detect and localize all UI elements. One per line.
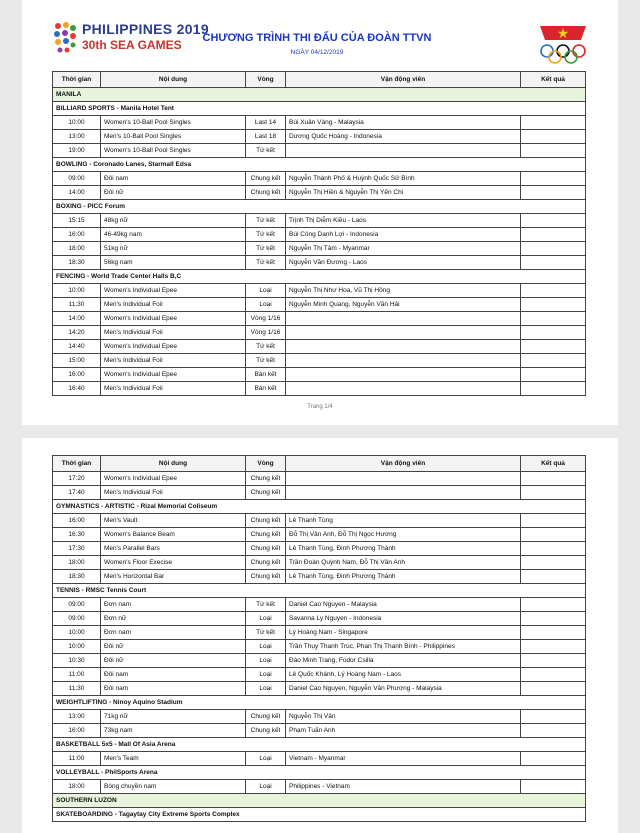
- athletes-cell: [286, 472, 521, 486]
- venue-name: WEIGHTLIFTING - Ninoy Aquino Stadium: [53, 696, 586, 710]
- col-athletes-header: Vận động viên: [286, 72, 521, 88]
- region-row: [53, 794, 586, 808]
- col-event-header: Nội dung: [101, 72, 246, 88]
- table-row: [53, 214, 586, 228]
- athletes-cell: Nguyễn Thị Hiền & Nguyễn Thị Yến Chi: [286, 186, 521, 200]
- event-cell: Women's Individual Epee: [101, 284, 246, 298]
- event-cell: 73kg nam: [101, 724, 246, 738]
- result-cell: [521, 710, 586, 724]
- table-row: [53, 186, 586, 200]
- venue-row: [53, 500, 586, 514]
- table-row: [53, 556, 586, 570]
- table-row: [53, 130, 586, 144]
- page-title: CHƯƠNG TRÌNH THI ĐẤU CỦA ĐOÀN TTVN: [202, 32, 432, 44]
- venue-row: [53, 696, 586, 710]
- athletes-cell: Bùi Xuân Vàng - Malaysia: [286, 116, 521, 130]
- result-cell: [521, 486, 586, 500]
- athletes-cell: Lê Quốc Khánh, Lý Hoàng Nam - Laos: [286, 668, 521, 682]
- table-row: [53, 298, 586, 312]
- event-cell: 51kg nữ: [101, 242, 246, 256]
- result-cell: [521, 312, 586, 326]
- result-cell: [521, 542, 586, 556]
- athletes-cell: Nguyễn Thành Phố & Huỳnh Quốc Sử Bình: [286, 172, 521, 186]
- athletes-cell: Trần Thụy Thanh Trúc, Phan Thị Thanh Bình - Philippines: [286, 640, 521, 654]
- round-cell: Tứ kết: [246, 214, 286, 228]
- venue-row: [53, 102, 586, 116]
- venue-row: [53, 808, 586, 822]
- athletes-cell: Bùi Công Danh Lợi - Indonesia: [286, 228, 521, 242]
- table-row: [53, 284, 586, 298]
- result-cell: [521, 228, 586, 242]
- table-row: [53, 472, 586, 486]
- event-cell: Men's Horizontal Bar: [101, 570, 246, 584]
- athletes-cell: Nguyễn Thị Vân: [286, 710, 521, 724]
- event-cell: Đôi nam: [101, 682, 246, 696]
- venue-name: BILLIARD SPORTS - Manila Hotel Tent: [53, 102, 586, 116]
- event-cell: Women's Individual Epee: [101, 340, 246, 354]
- event-cell: Đôi nữ: [101, 186, 246, 200]
- event-cell: Đôi nam: [101, 668, 246, 682]
- time-cell: 11:30: [53, 682, 101, 696]
- time-cell: 18:30: [53, 256, 101, 270]
- time-cell: 13:00: [53, 130, 101, 144]
- table-row: [53, 256, 586, 270]
- time-cell: 10:00: [53, 640, 101, 654]
- round-cell: Tứ kết: [246, 242, 286, 256]
- table-row: [53, 668, 586, 682]
- table-row: [53, 682, 586, 696]
- athletes-cell: Vietnam - Myanmar: [286, 752, 521, 766]
- result-cell: [521, 598, 586, 612]
- athletes-cell: Lê Thanh Tùng, Đinh Phương Thành: [286, 542, 521, 556]
- region-name: SOUTHERN LUZON: [53, 794, 586, 808]
- athletes-cell: [286, 382, 521, 396]
- time-cell: 14:40: [53, 340, 101, 354]
- result-cell: [521, 186, 586, 200]
- event-cell: Women's 10-Ball Pool Singles: [101, 116, 246, 130]
- time-cell: 16:00: [53, 368, 101, 382]
- table-header-row: [53, 72, 586, 88]
- athletes-cell: [286, 368, 521, 382]
- result-cell: [521, 382, 586, 396]
- venue-name: FENCING - World Trade Center Halls B,C: [53, 270, 586, 284]
- result-cell: [521, 780, 586, 794]
- region-row: [53, 88, 586, 102]
- athletes-cell: Nguyễn Thị Tâm - Myanmar: [286, 242, 521, 256]
- result-cell: [521, 626, 586, 640]
- table-row: [53, 326, 586, 340]
- round-cell: Vòng 1/16: [246, 312, 286, 326]
- event-cell: Men's Individual Foil: [101, 326, 246, 340]
- venue-name: GYMNASTICS - ARTISTIC - Rizal Memorial Coliseum: [53, 500, 586, 514]
- athletes-cell: Nguyễn Thị Như Hoa, Vũ Thị Hồng: [286, 284, 521, 298]
- time-cell: 16:00: [53, 228, 101, 242]
- athletes-cell: Nguyễn Minh Quang, Nguyễn Văn Hải: [286, 298, 521, 312]
- result-cell: [521, 354, 586, 368]
- time-cell: 18:00: [53, 556, 101, 570]
- athletes-cell: Daniel Cao Nguyen - Malaysia: [286, 598, 521, 612]
- round-cell: Last 14: [246, 116, 286, 130]
- table-row: [53, 368, 586, 382]
- table-row: [53, 116, 586, 130]
- athletes-cell: Lý Hoàng Nam - Singapore: [286, 626, 521, 640]
- round-cell: Tứ kết: [246, 598, 286, 612]
- time-cell: 13:00: [53, 710, 101, 724]
- result-cell: [521, 368, 586, 382]
- table-row: [53, 242, 586, 256]
- result-cell: [521, 654, 586, 668]
- table-row: [53, 598, 586, 612]
- table-row: [53, 570, 586, 584]
- time-cell: 17:20: [53, 472, 101, 486]
- round-cell: Chung kết: [246, 556, 286, 570]
- event-cell: Đôi nữ: [101, 654, 246, 668]
- athletes-cell: [286, 326, 521, 340]
- event-cell: Đôi nữ: [101, 640, 246, 654]
- col-athletes-header: Vận động viên: [286, 456, 521, 472]
- venue-name: BASKETBALL 5x5 - Mall Of Asia Arena: [53, 738, 586, 752]
- schedule-table-body: [53, 88, 586, 396]
- table-row: [53, 382, 586, 396]
- sea-games-logo: [52, 20, 209, 60]
- venue-row: [53, 200, 586, 214]
- round-cell: Tứ kết: [246, 144, 286, 158]
- athletes-cell: Trịnh Thị Diễm Kiều - Laos: [286, 214, 521, 228]
- schedule-date: NGÀY 04/12/2019: [290, 49, 344, 56]
- event-cell: 46-49kg nam: [101, 228, 246, 242]
- venue-name: BOXING - PICC Forum: [53, 200, 586, 214]
- col-time-header: Thời gian: [53, 72, 101, 88]
- time-cell: 09:00: [53, 612, 101, 626]
- result-cell: [521, 340, 586, 354]
- olympic-committee-emblem-icon: [534, 20, 592, 68]
- col-time-header: Thời gian: [53, 456, 101, 472]
- event-cell: Women's Individual Epee: [101, 472, 246, 486]
- round-cell: Loại: [246, 298, 286, 312]
- round-cell: Chung kết: [246, 724, 286, 738]
- athletes-cell: [286, 144, 521, 158]
- result-cell: [521, 528, 586, 542]
- time-cell: 18:30: [53, 570, 101, 584]
- time-cell: 18:00: [53, 242, 101, 256]
- schedule-table: [52, 455, 586, 822]
- sea-games-emblem-icon: [52, 20, 78, 56]
- result-cell: [521, 116, 586, 130]
- time-cell: 10:30: [53, 654, 101, 668]
- round-cell: Loại: [246, 612, 286, 626]
- athletes-cell: [286, 312, 521, 326]
- round-cell: Loại: [246, 752, 286, 766]
- venue-name: SKATEBOARDING - Tagaytay City Extreme Sports Complex: [53, 808, 586, 822]
- round-cell: Chung kết: [246, 486, 286, 500]
- result-cell: [521, 514, 586, 528]
- table-row: [53, 228, 586, 242]
- athletes-cell: Nguyễn Văn Đương - Laos: [286, 256, 521, 270]
- result-cell: [521, 242, 586, 256]
- venue-row: [53, 270, 586, 284]
- time-cell: 17:40: [53, 486, 101, 500]
- region-name: MANILA: [53, 88, 586, 102]
- athletes-cell: [286, 340, 521, 354]
- schedule-page-1: [22, 0, 618, 425]
- round-cell: Chung kết: [246, 514, 286, 528]
- col-round-header: Vòng: [246, 456, 286, 472]
- col-result-header: Kết quả: [521, 456, 586, 472]
- round-cell: Loại: [246, 654, 286, 668]
- logo-text-games: 30th SEA GAMES: [82, 38, 182, 52]
- event-cell: Đơn nữ: [101, 612, 246, 626]
- result-cell: [521, 326, 586, 340]
- athletes-cell: Daniel Cao Nguyen, Nguyễn Văn Phương - Malaysia: [286, 682, 521, 696]
- result-cell: [521, 640, 586, 654]
- event-cell: Bóng chuyền nam: [101, 780, 246, 794]
- result-cell: [521, 298, 586, 312]
- venue-name: TENNIS - RMSC Tennis Court: [53, 584, 586, 598]
- table-row: [53, 340, 586, 354]
- round-cell: Loại: [246, 668, 286, 682]
- venue-row: [53, 738, 586, 752]
- round-cell: Vòng 1/16: [246, 326, 286, 340]
- table-row: [53, 752, 586, 766]
- event-cell: 48kg nữ: [101, 214, 246, 228]
- table-row: [53, 172, 586, 186]
- athletes-cell: [286, 354, 521, 368]
- table-row: [53, 710, 586, 724]
- event-cell: Men's Individual Foil: [101, 298, 246, 312]
- table-row: [53, 542, 586, 556]
- time-cell: 17:30: [53, 542, 101, 556]
- time-cell: 16:00: [53, 514, 101, 528]
- athletes-cell: Lê Thanh Tùng, Đinh Phương Thành: [286, 570, 521, 584]
- table-row: [53, 312, 586, 326]
- athletes-cell: Đào Minh Trang, Fodor Csilla: [286, 654, 521, 668]
- round-cell: Loại: [246, 640, 286, 654]
- event-cell: Men's Parallel Bars: [101, 542, 246, 556]
- table-row: [53, 724, 586, 738]
- col-result-header: Kết quả: [521, 72, 586, 88]
- time-cell: 15:15: [53, 214, 101, 228]
- time-cell: 15:00: [53, 354, 101, 368]
- time-cell: 10:00: [53, 116, 101, 130]
- venue-row: [53, 766, 586, 780]
- event-cell: Men's Individual Foil: [101, 354, 246, 368]
- event-cell: Đơn nam: [101, 626, 246, 640]
- time-cell: 16:40: [53, 382, 101, 396]
- round-cell: Chung kết: [246, 186, 286, 200]
- table-row: [53, 640, 586, 654]
- result-cell: [521, 144, 586, 158]
- table-row: [53, 144, 586, 158]
- venue-row: [53, 584, 586, 598]
- round-cell: Tứ kết: [246, 228, 286, 242]
- round-cell: Chung kết: [246, 710, 286, 724]
- event-cell: Men's 10-Ball Pool Singles: [101, 130, 246, 144]
- table-row: [53, 612, 586, 626]
- table-row: [53, 654, 586, 668]
- round-cell: Bán kết: [246, 368, 286, 382]
- time-cell: 14:00: [53, 312, 101, 326]
- venue-row: [53, 158, 586, 172]
- table-row: [53, 528, 586, 542]
- table-row: [53, 354, 586, 368]
- time-cell: 09:00: [53, 172, 101, 186]
- athletes-cell: Savanna Ly Nguyen - Indonesia: [286, 612, 521, 626]
- event-cell: Đơn nam: [101, 598, 246, 612]
- round-cell: Chung kết: [246, 542, 286, 556]
- time-cell: 11:00: [53, 752, 101, 766]
- result-cell: [521, 724, 586, 738]
- logo-text-country: PHILIPPINES 2019: [82, 21, 209, 37]
- round-cell: Chung kết: [246, 472, 286, 486]
- table-row: [53, 486, 586, 500]
- result-cell: [521, 284, 586, 298]
- time-cell: 14:20: [53, 326, 101, 340]
- event-cell: Women's Individual Epee: [101, 312, 246, 326]
- time-cell: 16:30: [53, 528, 101, 542]
- result-cell: [521, 214, 586, 228]
- result-cell: [521, 256, 586, 270]
- round-cell: Loại: [246, 284, 286, 298]
- round-cell: Last 18: [246, 130, 286, 144]
- athletes-cell: Phạm Tuấn Anh: [286, 724, 521, 738]
- venue-name: BOWLING - Coronado Lanes, Starmall Edsa: [53, 158, 586, 172]
- athletes-cell: Philippines - Vietnam: [286, 780, 521, 794]
- time-cell: 14:00: [53, 186, 101, 200]
- time-cell: 18:00: [53, 780, 101, 794]
- event-cell: 71kg nữ: [101, 710, 246, 724]
- schedule-table-body: [53, 472, 586, 822]
- time-cell: 09:00: [53, 598, 101, 612]
- round-cell: Chung kết: [246, 528, 286, 542]
- athletes-cell: Lê Thanh Tùng: [286, 514, 521, 528]
- round-cell: Tứ kết: [246, 256, 286, 270]
- event-cell: Women's Balance Beam: [101, 528, 246, 542]
- round-cell: Tứ kết: [246, 354, 286, 368]
- athletes-cell: Đỗ Thị Vân Anh, Đỗ Thị Ngọc Hương: [286, 528, 521, 542]
- round-cell: Chung kết: [246, 172, 286, 186]
- result-cell: [521, 556, 586, 570]
- round-cell: Bán kết: [246, 382, 286, 396]
- round-cell: Tứ kết: [246, 626, 286, 640]
- round-cell: Loại: [246, 682, 286, 696]
- table-row: [53, 514, 586, 528]
- athletes-cell: Trần Đoàn Quỳnh Nam, Đỗ Thị Vân Anh: [286, 556, 521, 570]
- event-cell: Men's Team: [101, 752, 246, 766]
- event-cell: Men's Individual Foil: [101, 486, 246, 500]
- round-cell: Chung kết: [246, 570, 286, 584]
- schedule-table: [52, 71, 586, 396]
- result-cell: [521, 612, 586, 626]
- time-cell: 11:00: [53, 668, 101, 682]
- event-cell: Men's Individual Foil: [101, 382, 246, 396]
- event-cell: 56kg nam: [101, 256, 246, 270]
- athletes-cell: [286, 486, 521, 500]
- event-cell: Women's 10-Ball Pool Singles: [101, 144, 246, 158]
- page-number: Trang 1/4: [307, 404, 333, 410]
- result-cell: [521, 668, 586, 682]
- page-header: [22, 0, 618, 70]
- table-row: [53, 626, 586, 640]
- venue-name: VOLLEYBALL - PhilSports Arena: [53, 766, 586, 780]
- col-event-header: Nội dung: [101, 456, 246, 472]
- event-cell: Women's Individual Epee: [101, 368, 246, 382]
- time-cell: 11:30: [53, 298, 101, 312]
- time-cell: 10:00: [53, 284, 101, 298]
- result-cell: [521, 682, 586, 696]
- time-cell: 16:00: [53, 724, 101, 738]
- col-round-header: Vòng: [246, 72, 286, 88]
- table-header-row: [53, 456, 586, 472]
- table-row: [53, 780, 586, 794]
- result-cell: [521, 570, 586, 584]
- result-cell: [521, 130, 586, 144]
- result-cell: [521, 172, 586, 186]
- schedule-page-2: [22, 438, 618, 833]
- event-cell: Đôi nam: [101, 172, 246, 186]
- time-cell: 10:00: [53, 626, 101, 640]
- result-cell: [521, 752, 586, 766]
- event-cell: Women's Floor Execise: [101, 556, 246, 570]
- round-cell: Tứ kết: [246, 340, 286, 354]
- time-cell: 19:00: [53, 144, 101, 158]
- round-cell: Loại: [246, 780, 286, 794]
- athletes-cell: Dương Quốc Hoàng - Indonesia: [286, 130, 521, 144]
- event-cell: Men's Vault: [101, 514, 246, 528]
- result-cell: [521, 472, 586, 486]
